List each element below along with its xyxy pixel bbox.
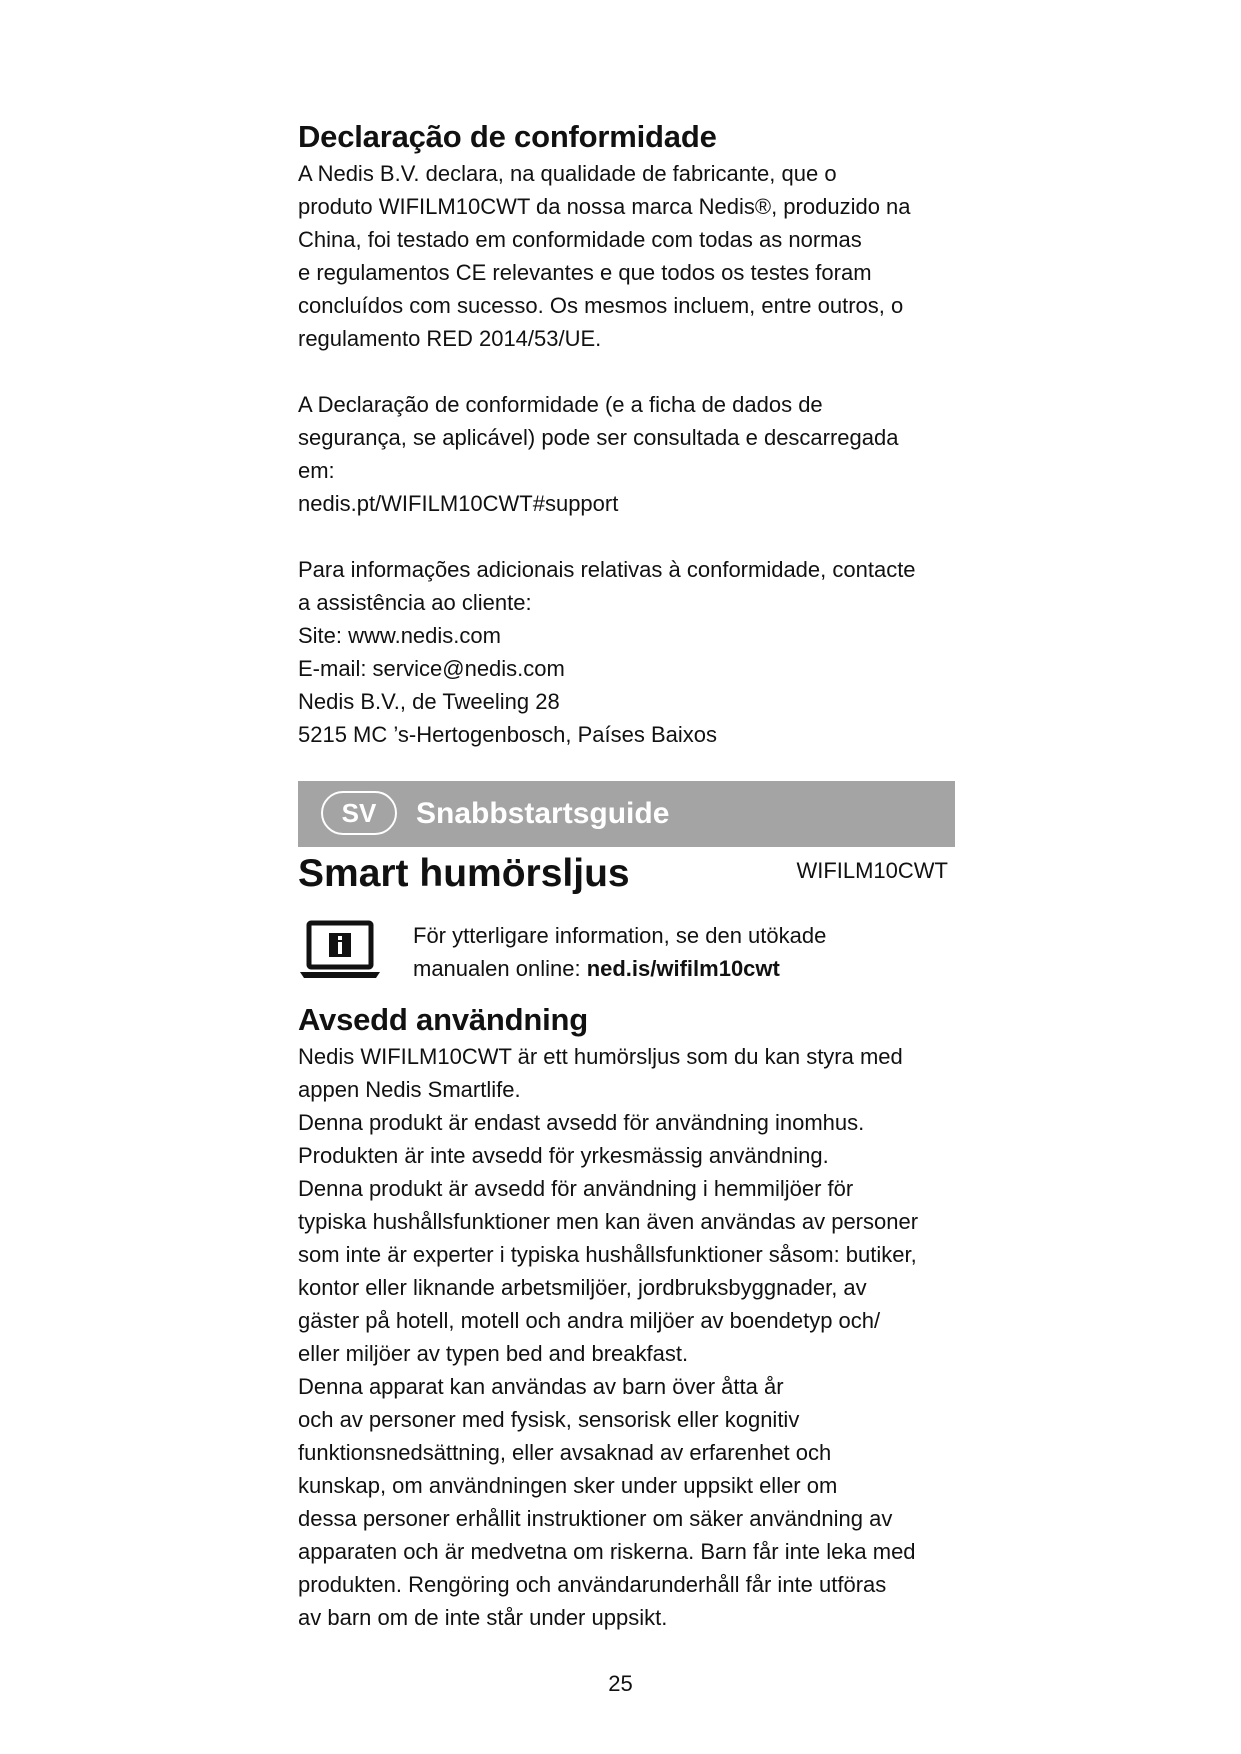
text-line: Denna produkt är avsedd för användning i hemmiljöer för xyxy=(298,1176,854,1202)
text-line: regulamento RED 2014/53/UE. xyxy=(298,326,602,352)
sv-intended-use-paragraph xyxy=(298,1040,958,1634)
pt-declaration-paragraph-1 xyxy=(298,157,958,355)
text-line: produkten. Rengöring och användarunderhåll får inte utföras xyxy=(298,1572,887,1598)
laptop-info-icon xyxy=(298,920,382,982)
online-manual-info xyxy=(413,919,826,985)
text-line: Denna apparat kan användas av barn över åtta år xyxy=(298,1374,784,1400)
text-line: em: xyxy=(298,458,335,484)
text-line: Produkten är inte avsedd för yrkesmässig användning. xyxy=(298,1143,829,1169)
pt-declaration-heading: Declaração de conformidade xyxy=(298,119,717,154)
text-line: e regulamentos CE relevantes e que todos os testes foram xyxy=(298,260,872,286)
text-line: concluídos com sucesso. Os mesmos incluem, entre outros, o xyxy=(298,293,904,319)
website-line[interactable]: Site: www.nedis.com xyxy=(298,623,501,649)
text-line: funktionsnedsättning, eller avsaknad av erfarenhet och xyxy=(298,1440,832,1466)
text-line: som inte är experter i typiska hushållsfunktioner såsom: butiker, xyxy=(298,1242,917,1268)
text-line: och av personer med fysisk, sensorisk eller kognitiv xyxy=(298,1407,800,1433)
text-line: Para informações adicionais relativas à conformidade, contacte xyxy=(298,557,916,583)
info-line xyxy=(413,952,826,985)
text-line: Denna produkt är endast avsedd för användning inomhus. xyxy=(298,1110,865,1136)
text-line: dessa personer erhållit instruktioner om säker användning av xyxy=(298,1506,893,1532)
sv-intended-use-section xyxy=(298,1001,958,1634)
language-banner xyxy=(298,781,955,847)
product-model: WIFILM10CWT xyxy=(796,858,948,883)
text-line: apparaten och är medvetna om riskerna. Barn får inte leka med xyxy=(298,1539,916,1565)
email-line[interactable]: E-mail: service@nedis.com xyxy=(298,656,565,682)
text-line: eller miljöer av typen bed and breakfast. xyxy=(298,1341,689,1367)
sv-intended-use-heading: Avsedd användning xyxy=(298,1002,588,1037)
support-link[interactable]: nedis.pt/WIFILM10CWT#support xyxy=(298,491,619,517)
info-line: För ytterligare information, se den utökade xyxy=(413,923,827,948)
text-line: gäster på hotell, motell och andra miljöer av boendetyp och/ xyxy=(298,1308,881,1334)
text-line: kontor eller liknande arbetsmiljöer, jordbruksbyggnader, av xyxy=(298,1275,867,1301)
text-line: Nedis WIFILM10CWT är ett humörsljus som du kan styra med xyxy=(298,1044,903,1070)
text-line: kunskap, om användningen sker under uppsikt eller om xyxy=(298,1473,838,1499)
text-line: produto WIFILM10CWT da nossa marca Nedis®, produzido na xyxy=(298,194,911,220)
pt-contact-paragraph xyxy=(298,553,958,751)
address-line: 5215 MC ’s-Hertogenbosch, Países Baixos xyxy=(298,722,718,748)
language-code-badge: SV xyxy=(321,791,397,835)
product-title: Smart humörsljus xyxy=(298,852,630,895)
text-line: av barn om de inte står under uppsikt. xyxy=(298,1605,668,1631)
address-line: Nedis B.V., de Tweeling 28 xyxy=(298,689,560,715)
page-number: 25 xyxy=(608,1671,633,1696)
text-line: appen Nedis Smartlife. xyxy=(298,1077,521,1103)
text-line: A Declaração de conformidade (e a ficha de dados de xyxy=(298,392,823,418)
info-prefix: manualen online: xyxy=(413,956,587,981)
text-line: typiska hushållsfunktioner men kan även användas av personer xyxy=(298,1209,919,1235)
banner-title: Snabbstartsguide xyxy=(416,797,670,830)
pt-declaration-paragraph-2 xyxy=(298,388,958,520)
pt-declaration-section xyxy=(298,118,958,751)
manual-link[interactable]: ned.is/wifilm10cwt xyxy=(586,956,780,981)
text-line: China, foi testado em conformidade com todas as normas xyxy=(298,227,862,253)
text-line: A Nedis B.V. declara, na qualidade de fabricante, que o xyxy=(298,161,837,187)
text-line: a assistência ao cliente: xyxy=(298,590,532,616)
text-line: segurança, se aplicável) pode ser consultada e descarregada xyxy=(298,425,899,451)
